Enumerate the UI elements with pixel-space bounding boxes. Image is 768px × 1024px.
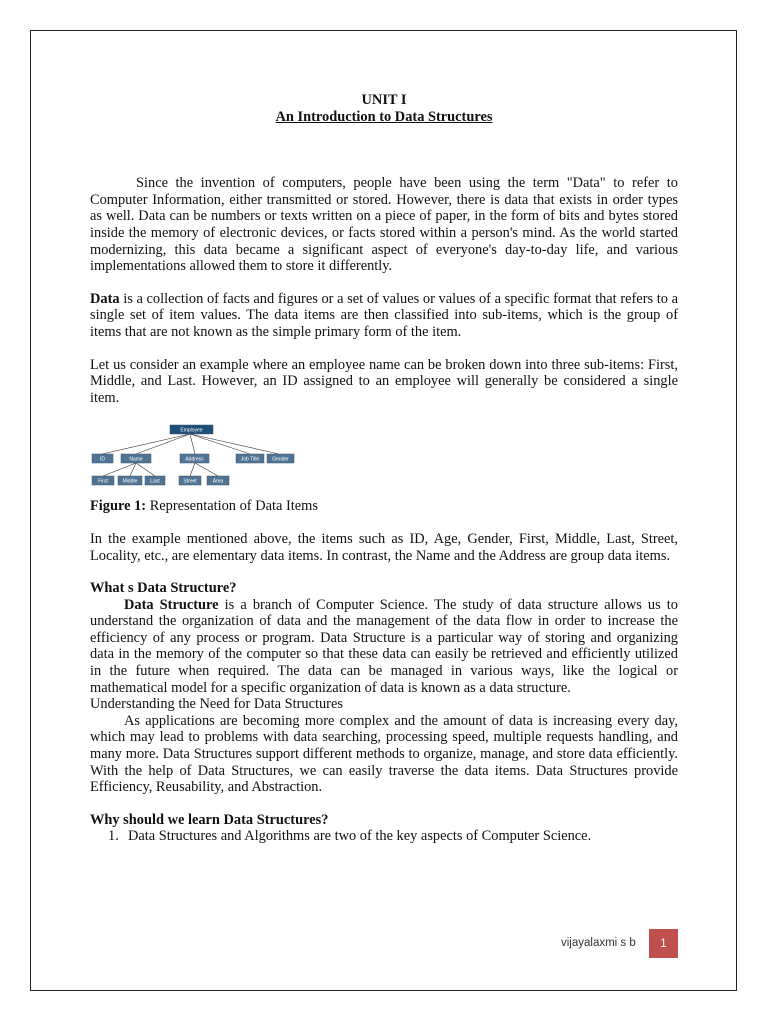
edge-employee-name (136, 434, 190, 454)
figure-caption-label: Figure 1: (90, 498, 147, 515)
node-area-label: Area (212, 478, 224, 485)
node-middle-label: Middle (122, 478, 138, 485)
node-name-label: Name (129, 456, 143, 463)
reasons-list (90, 828, 678, 845)
data-structure-term: Data Structure (124, 596, 219, 613)
page-number: 1 (649, 929, 678, 958)
paragraph-elementary-items: In the example mentioned above, the items such as ID, Age, Gender, First, Middle, Last, Street, Locality, etc., are elementary data items. In contrast, the Name and the Address are group data items. (90, 530, 678, 564)
list-item (108, 828, 678, 845)
node-employee-label: Employee (180, 427, 203, 434)
list-item-text: Data Structures and Algorithms are two of the key aspects of Computer Science. (128, 828, 592, 845)
edge-employee-id (102, 434, 190, 454)
node-jobtitle-label: Job Title (240, 456, 260, 463)
node-gender-label: Gender (272, 456, 289, 463)
paragraph-need: As applications are becoming more complex and the amount of data is increasing every day, which may lead to problems with data searching, processing speed, multiple requests handling, and many more. Data Structures support different methods to organize, manage, and store data efficiently. With the help of Data Structures, we can easily traverse the data items. Data Structures provide Efficiency, Reusability, and Abstraction. (90, 712, 678, 796)
list-number: 1. (108, 828, 119, 845)
edge-address-area (195, 463, 218, 476)
data-structure-text: is a branch of Computer Science. The study of data structure allows us to understand the organization of data and the management of the data flow in order to increase the efficiency of any process or program. Data Structure is a particular way of storing and organizing data in the memory of the computer so that these data can easily be retrieved and efficiently utilized in the future when required. The data can be managed in various ways, like the logical or mathematical model for a specific organization of data is known as a data structure. (90, 596, 678, 696)
paragraph-data-structure (90, 597, 678, 697)
heading-what-is-data-structure: What s Data Structure? (90, 580, 237, 597)
figure-data-items (90, 418, 678, 484)
unit-heading: UNIT I (361, 92, 407, 108)
figure-caption-text: Representation of Data Items (146, 498, 318, 515)
heading-why-learn: Why should we learn Data Structures? (90, 811, 329, 828)
node-last-label: Last (150, 478, 160, 485)
footer-author: vijayalaxmi s b (561, 937, 636, 949)
subheading-need: Understanding the Need for Data Structures (90, 696, 343, 713)
node-id-label: ID (100, 456, 105, 463)
node-address-label: Address (185, 456, 204, 463)
data-term: Data (90, 290, 120, 307)
node-street-label: Street (183, 478, 197, 485)
node-first-label: First (98, 478, 108, 485)
edge-employee-address (190, 434, 195, 454)
paragraph-data-definition (90, 291, 678, 341)
paragraph-example: Let us consider an example where an employee name can be broken down into three sub-items: First, Middle, and Last. However, an ID assigned to an employee will generally be considered a single item. (90, 356, 678, 406)
edge-address-street (190, 463, 195, 476)
paragraph-intro: Since the invention of computers, people have been using the term "Data" to refer to Computer Information, either transmitted or stored. However, there is data that exists in order types as well. Data can be numbers or texts written on a piece of paper, in the form of bits and bytes stored inside the memory of electronic devices, or facts stored within a person's mind. As the world started modernizing, this data became a significant aspect of everyone's day-to-day life, and various implementations allowed them to store it differently. (90, 175, 678, 275)
edge-name-last (136, 463, 155, 476)
data-definition-text: is a collection of facts and figures or a set of values or values of a specific format that refers to a single set of item values. The data items are then classified into sub-items, which is the group of items that are not known as the simple primary form of the item. (90, 290, 678, 340)
document-body (90, 92, 678, 845)
edge-employee-jobtitle (190, 434, 250, 454)
edge-employee-gender (190, 434, 279, 454)
document-title: An Introduction to Data Structures (275, 108, 493, 125)
tree-diagram (90, 420, 300, 486)
figure-caption (90, 498, 678, 515)
